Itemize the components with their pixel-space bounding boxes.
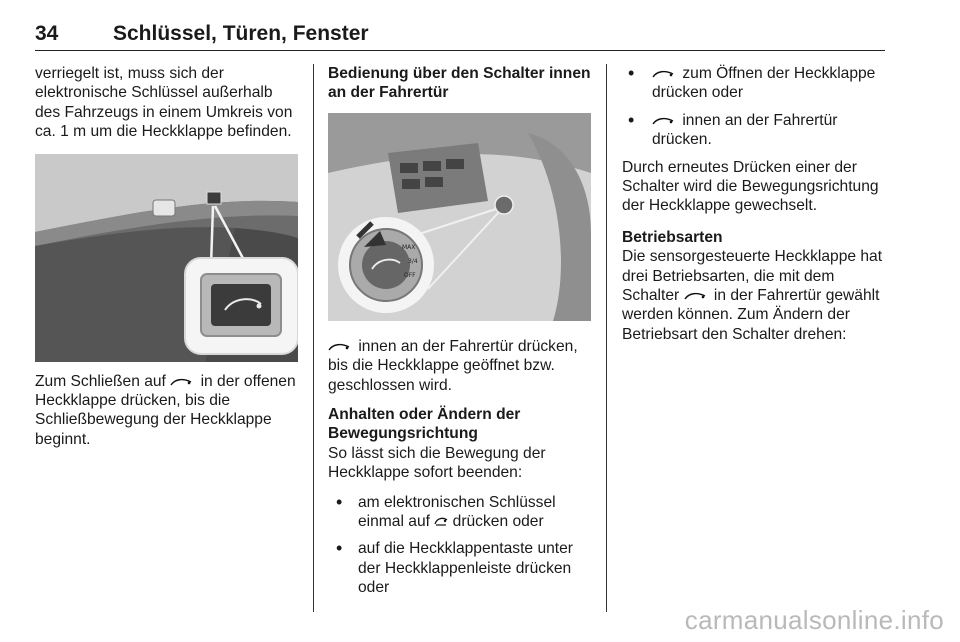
list-item: • auf die Heckklappentaste unter der Heckklappenleiste drücken oder <box>328 539 591 597</box>
column-1 <box>35 64 298 449</box>
driver-door-switch-illustration <box>328 113 591 321</box>
list-item: • zum Öffnen der Heckklappe drücken oder <box>622 64 886 103</box>
watermark: carmanualsonline.info <box>684 605 944 635</box>
tailgate-icon <box>170 377 192 387</box>
tailgate-icon <box>652 116 674 126</box>
modes-heading: Betriebsarten <box>622 228 723 246</box>
tailgate-icon <box>684 291 706 301</box>
chapter-title: Schlüssel, Türen, Fenster <box>113 22 369 45</box>
press-instruction: innen an der Fahrertür drücken, bis die Heckklappe geöffnet bzw. geschlossen wird. <box>328 337 578 394</box>
column-divider-2 <box>606 64 607 612</box>
stop-text: So lässt sich die Bewegung der Heckklappe sofort beenden: <box>328 444 546 482</box>
close-instruction: Zum Schließen auf in der offenen Heckklappe drücken, bis die Schließbewegung der Heckklappe beginnt. <box>35 372 296 448</box>
page-header <box>35 18 885 51</box>
dial-label-off: OFF <box>404 271 416 279</box>
stop-change-heading: Anhalten oder Ändern der Bewegungsrichtung <box>328 406 521 443</box>
column-divider-1 <box>313 64 314 612</box>
tailgate-icon <box>652 69 674 79</box>
stop-method-list <box>328 493 591 598</box>
tailgate-icon <box>328 342 350 352</box>
modes-text: Die sensorgesteuerte Heckklappe hat drei Betriebsarten, die mit dem Schalter in der Fahrertür gewählt werden können. Zum Ändern der Betriebsart den Schalter drehen: <box>622 248 883 343</box>
open-method-list <box>622 64 886 150</box>
column-3 <box>622 64 886 344</box>
list-item: • am elektronischen Schlüssel einmal auf drücken oder <box>328 493 591 532</box>
tailgate-switch-illustration <box>35 154 298 362</box>
page-number: 34 <box>35 22 59 45</box>
column-2 <box>328 64 591 606</box>
intro-paragraph: verriegelt ist, muss sich der elektronische Schlüssel außerhalb des Fahrzeugs in einem Umkreis von ca. 1 m um die Heckklappe befinden. <box>35 65 293 141</box>
driver-door-switch-heading: Bedienung über den Schalter innen an der Fahrertür <box>328 65 591 102</box>
reverse-direction-text: Durch erneutes Drücken einer der Schalter wird die Bewegungsrichtung der Heckklappe gewechselt. <box>622 158 879 215</box>
dial-label-three-quarter: 3/4 <box>408 257 418 265</box>
list-item: • innen an der Fahrertür drücken. <box>622 111 886 150</box>
key-tailgate-icon <box>434 515 448 527</box>
dial-label-max: MAX <box>402 243 416 251</box>
